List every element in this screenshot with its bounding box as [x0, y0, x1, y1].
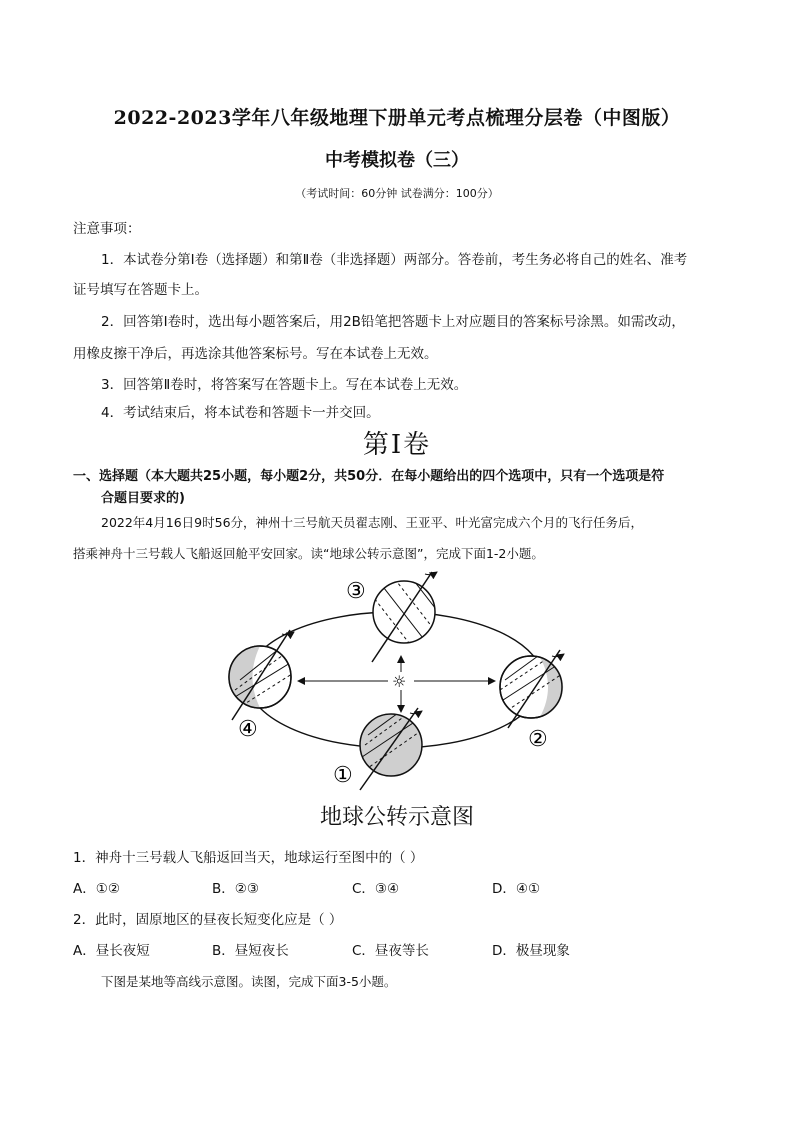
section-instructions: 一、选择题（本大题共25小题，每小题2分，共50分．在每小题给出的四个选项中，只有一个选项是符: [73, 469, 665, 484]
next-questions-intro: 下图是某地等高线示意图。读图，完成下面3-5小题。: [101, 974, 397, 989]
question-2-option-d[interactable]: D．极昼现象: [492, 943, 570, 959]
question-1-option-c[interactable]: C．③④: [352, 881, 400, 897]
question-2-option-b[interactable]: B．昼短夜长: [212, 943, 289, 959]
question-1-option-a[interactable]: A．①②: [73, 881, 120, 897]
label-position-1: ①: [333, 763, 353, 788]
notice-item-2: 2．回答第Ⅰ卷时，选出每小题答案后，用2B铅笔把答题卡上对应题目的答案标号涂黑。如需改动，: [101, 314, 685, 330]
question-2-stem: 2．此时，固原地区的昼夜长短变化应是（ ）: [73, 912, 343, 928]
question-1-option-d[interactable]: D．④①: [492, 881, 541, 897]
earth-position-4: [229, 630, 295, 720]
intro-paragraph-cont: 搭乘神舟十三号载人飞船返回舱平安回家。读“地球公转示意图”，完成下面1-2小题。: [73, 546, 544, 561]
label-position-4: ④: [238, 717, 258, 742]
question-1-stem: 1．神舟十三号载人飞船返回当天，地球运行至图中的（ ）: [73, 850, 424, 866]
exam-subtitle: 中考模拟卷（三）: [325, 150, 469, 171]
figure-caption: 地球公转示意图: [319, 805, 474, 830]
section-instructions-cont: 合题目要求的): [101, 491, 185, 506]
notice-item-3: 3．回答第Ⅱ卷时，将答案写在答题卡上。写在本试卷上无效。: [101, 377, 468, 393]
notice-item-1-cont: 证号填写在答题卡上。: [73, 282, 208, 298]
part-one-heading: 第Ⅰ卷: [362, 430, 432, 460]
sun-icon: ☼: [392, 672, 407, 691]
notice-heading: 注意事项：: [73, 221, 141, 237]
question-2-option-c[interactable]: C．昼夜等长: [352, 943, 429, 959]
notice-item-1: 1．本试卷分第Ⅰ卷（选择题）和第Ⅱ卷（非选择题）两部分。答卷前，考生务必将自己的姓名、准考: [101, 252, 688, 268]
earth-position-3: [360, 550, 460, 670]
page-title: 2022-2023学年八年级地理下册单元考点梳理分层卷（中图版）: [113, 107, 681, 129]
exam-info: （考试时间：60分钟 试卷满分：100分）: [295, 187, 499, 200]
earth-position-2: [500, 640, 565, 728]
notice-item-4: 4．考试结束后，将本试卷和答题卡一并交回。: [101, 405, 380, 421]
question-1-option-b[interactable]: B．②③: [212, 881, 259, 897]
label-position-2: ②: [528, 727, 548, 752]
earth-position-1: [360, 697, 425, 790]
intro-paragraph: 2022年4月16日9时56分，神州十三号航天员翟志刚、王亚平、叶光富完成六个月的飞行任务后，: [101, 515, 644, 530]
notice-item-2-cont: 用橡皮擦干净后，再选涂其他答案标号。写在本试卷上无效。: [73, 346, 438, 362]
label-position-3: ③: [346, 579, 366, 604]
question-2-option-a[interactable]: A．昼长夜短: [73, 943, 150, 959]
